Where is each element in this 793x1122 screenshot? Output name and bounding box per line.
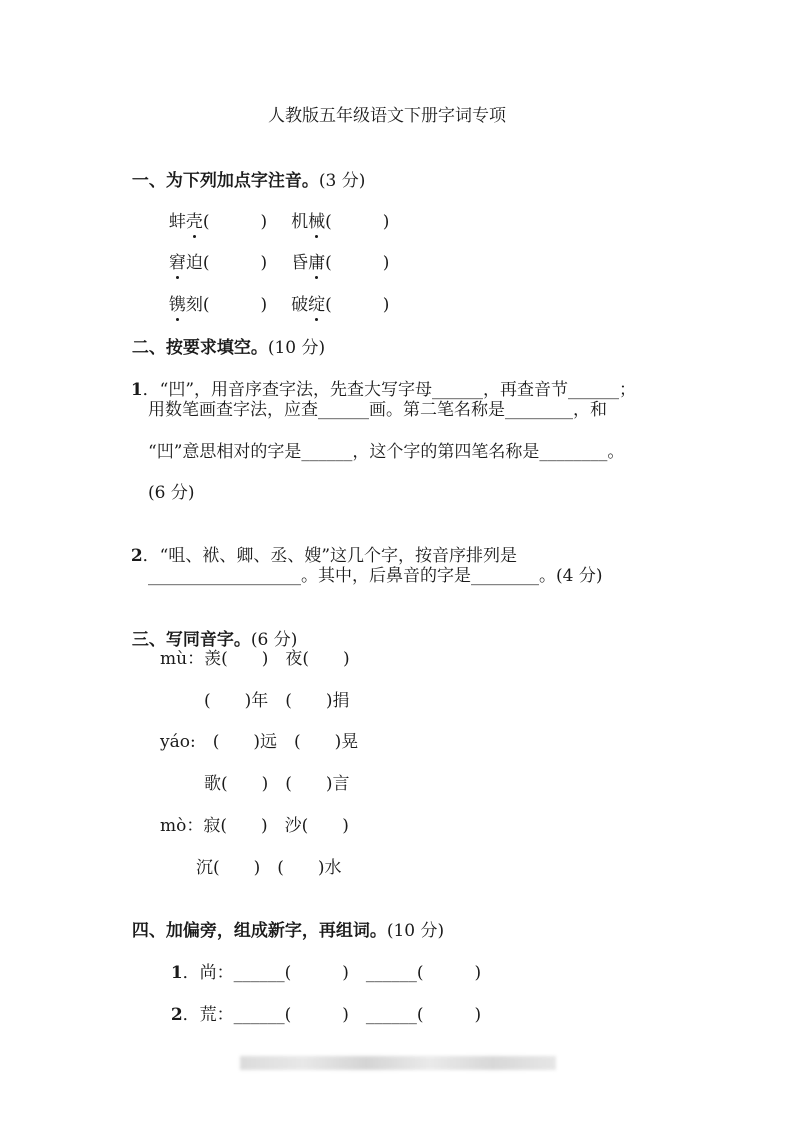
s4-item-2: 2．荒：______( ) ______( ) bbox=[170, 1005, 482, 1025]
s1-row-2: 窘迫( ) 昏庸( ) bbox=[168, 253, 390, 273]
s1-item-4: 昏庸 bbox=[291, 253, 326, 273]
section3-heading bbox=[120, 607, 297, 651]
s2-q1-points: (6 分) bbox=[148, 483, 195, 503]
section4-heading bbox=[120, 898, 444, 942]
s1-row-3: 镌刻( ) 破绽( ) bbox=[168, 295, 390, 315]
s3-row-1: mù：羡( ) 夜( ) bbox=[160, 649, 350, 669]
section4-points: (10 分) bbox=[386, 921, 445, 941]
section2-points: (10 分) bbox=[267, 338, 326, 358]
s1-item-1: 蚌壳 bbox=[168, 212, 203, 232]
s2-q1-number: 1 bbox=[130, 380, 143, 400]
s3-row-6: 沉( ) ( )水 bbox=[196, 858, 342, 878]
s1-item-5: 镌刻 bbox=[168, 295, 203, 315]
page-title: 人教版五年级语文下册字词专项 bbox=[268, 106, 506, 126]
s1-row-1: 蚌壳( ) 机械( ) bbox=[168, 212, 390, 232]
s1-item-2: 机械 bbox=[291, 212, 326, 232]
s2-q2-number: 2 bbox=[130, 546, 143, 566]
s3-row-4: 歌( ) ( )言 bbox=[204, 774, 350, 794]
s3-row-5: mò：寂( ) 沙( ) bbox=[160, 816, 349, 836]
section2-heading-text: 二、按要求填空。 bbox=[131, 338, 268, 358]
s1-item-6: 破绽 bbox=[291, 295, 326, 315]
blurred-footer-watermark bbox=[240, 1056, 556, 1070]
s2-q1-line1: 1．“凹”，用音序查字法，先查大写字母______，再查音节______； bbox=[130, 380, 637, 400]
section4-heading-text: 四、加偏旁，组成新字，再组词。 bbox=[131, 921, 387, 941]
s2-q2-line1: 2．“咀、袱、卿、丞、嫂”这几个字，按音序排列是 bbox=[130, 546, 518, 566]
section3-points: (6 分) bbox=[250, 630, 298, 650]
s4-item-2-number: 2 bbox=[170, 1005, 183, 1025]
section3-heading-text: 三、写同音字。 bbox=[131, 630, 251, 650]
section2-heading bbox=[120, 315, 325, 359]
section1-heading-text: 一、为下列加点字注音。 bbox=[131, 171, 319, 191]
s2-q2-line2: __________________。其中，后鼻音的字是________。(4 分) bbox=[148, 566, 603, 586]
s4-item-1: 1．尚：______( ) ______( ) bbox=[170, 963, 482, 983]
s4-item-1-number: 1 bbox=[170, 963, 183, 983]
section1-points: (3 分) bbox=[318, 171, 366, 191]
s3-row-3: yáo: ( )远 ( )晃 bbox=[160, 732, 359, 752]
s2-q1-line2: 用数笔画查字法，应查______画。第二笔名称是________，和 bbox=[148, 400, 607, 420]
section1-heading bbox=[120, 148, 365, 192]
s2-q1-line3: “凹”意思相对的字是______，这个字的第四笔名称是________。 bbox=[148, 442, 625, 462]
s1-item-3: 窘迫 bbox=[168, 253, 203, 273]
s3-row-2: ( )年 ( )捐 bbox=[204, 691, 350, 711]
